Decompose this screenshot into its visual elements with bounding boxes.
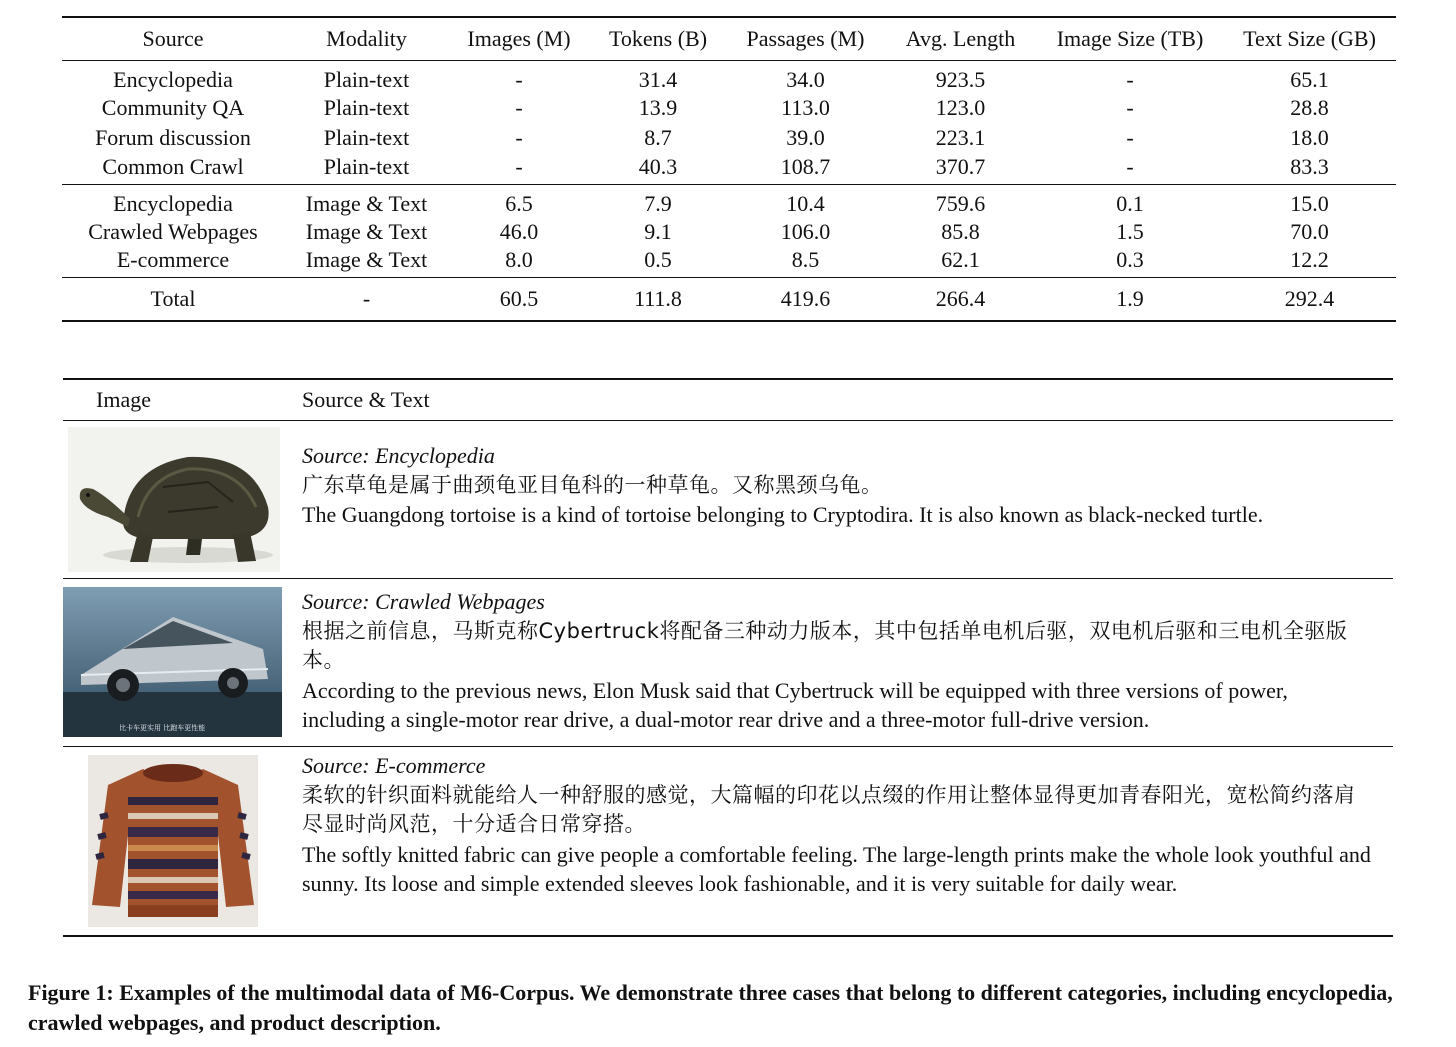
header-passages: Passages (M) [727, 17, 884, 60]
header-modality: Modality [284, 17, 449, 60]
table-cell: 62.1 [941, 247, 980, 272]
header-text-size: Text Size (GB) [1223, 17, 1396, 60]
example-text-encyclopedia [302, 441, 1373, 530]
table-cell: Total [62, 278, 284, 322]
table-cell: - [515, 153, 523, 179]
example-chinese-text: 柔软的针织面料就能给人一种舒服的感觉，大篇幅的印花以点缀的作用让整体显得更加青春阳光，宽松简约落肩尽显时尚风范，十分适合日常穿搭。 [302, 782, 1356, 836]
example-text-crawled-webpages [302, 587, 1373, 735]
example-english-text: The softly knitted fabric can give people a comfortable feeling. The large-length prints make the whole look youthful and sunny. Its loose and simple extended sleeves look fashionable, and it is very suitable for daily wear. [302, 841, 1371, 896]
table-cell: 8.0 [505, 247, 533, 272]
table-cell: 1.5 [1116, 218, 1144, 244]
table-row [62, 217, 1396, 248]
table-cell: 28.8 [1290, 94, 1329, 120]
table-cell: 8.5 [791, 247, 820, 272]
table-cell: 15.0 [1223, 184, 1396, 217]
total-group [62, 278, 1396, 322]
table-row [62, 184, 1396, 217]
table-cell: 83.3 [1290, 153, 1329, 179]
table-cell: Plain-text [323, 125, 410, 151]
table-cell: Common Crawl [102, 153, 244, 179]
example-english-text: According to the previous news, Elon Musk said that Cybertruck will be equipped with three versions of power, including a single-motor rear drive, a dual-motor rear drive and a three-motor full-drive version. [302, 677, 1288, 732]
sweater-image [88, 755, 258, 927]
table-cell: Plain-text [323, 153, 410, 179]
table-cell: Community QA [101, 94, 245, 120]
example-source-label: Source: Crawled Webpages [302, 589, 545, 614]
table-cell: 923.5 [935, 66, 986, 92]
image-text-group [62, 184, 1396, 278]
table-cell: 123.0 [935, 94, 986, 120]
table-cell: - [284, 278, 449, 322]
table-cell: - [515, 66, 523, 92]
table-cell: Forum discussion [95, 125, 251, 151]
table-cell: 6.5 [449, 184, 589, 217]
example-text-ecommerce [302, 751, 1373, 899]
cybertruck-image [63, 587, 282, 737]
table-cell: 65.1 [1290, 66, 1329, 92]
table-cell: 34.0 [786, 66, 825, 92]
table-cell: Image & Text [305, 247, 428, 272]
table-cell: 759.6 [884, 184, 1037, 217]
tortoise-image [68, 427, 280, 572]
table-cell: 0.5 [644, 247, 672, 272]
header-source-text: Source & Text [302, 387, 430, 412]
example-source-label: Source: E-commerce [302, 753, 486, 778]
table-cell: 40.3 [638, 153, 678, 179]
table-cell: 419.6 [727, 278, 884, 322]
figure-caption: Figure 1: Examples of the multimodal data of M6-Corpus. We demonstrate three cases that belong to different categories, including encyclopedia, crawled webpages, and product description. [28, 980, 1393, 1035]
table-cell: 266.4 [884, 278, 1037, 322]
table-cell: Encyclopedia [113, 66, 233, 92]
table-cell: 111.8 [589, 278, 727, 322]
table-cell: 7.9 [589, 184, 727, 217]
table-row [62, 154, 1396, 185]
table-cell: Image & Text [305, 218, 428, 244]
table-cell: 292.4 [1223, 278, 1396, 322]
table-cell: 10.4 [727, 184, 884, 217]
plain-text-group [62, 60, 1396, 184]
table-header-row [62, 17, 1396, 60]
table-cell: 85.8 [941, 218, 980, 244]
header-images: Images (M) [449, 17, 589, 60]
example-row-ecommerce [63, 747, 1393, 937]
header-tokens: Tokens (B) [589, 17, 727, 60]
example-chinese-text: 广东草龟是属于曲颈龟亚目龟科的一种草龟。又称黑颈乌龟。 [302, 472, 883, 497]
example-source-label: Source: Encyclopedia [302, 443, 495, 468]
table-row [62, 247, 1396, 278]
table-cell: Plain-text [323, 94, 410, 120]
table-cell: - [1126, 66, 1134, 92]
header-avg-length: Avg. Length [884, 17, 1037, 60]
table-row [62, 123, 1396, 154]
examples-table [63, 378, 1393, 937]
table-cell: - [515, 94, 523, 120]
example-row-crawled-webpages [63, 579, 1393, 747]
table-cell: 13.9 [638, 94, 678, 120]
table-cell: E-commerce [116, 247, 230, 272]
table-cell: - [515, 125, 523, 151]
total-row [62, 278, 1396, 322]
table-cell: 8.7 [644, 125, 672, 151]
table-cell: 9.1 [644, 218, 672, 244]
sweater-photo-icon [88, 755, 258, 927]
table-cell: 60.5 [449, 278, 589, 322]
table-cell: 39.0 [786, 125, 825, 151]
table-cell: 70.0 [1290, 218, 1329, 244]
table-cell: 12.2 [1290, 247, 1329, 272]
table-cell: - [1126, 94, 1134, 120]
table-cell: - [1126, 153, 1134, 179]
tortoise-photo-icon [68, 427, 280, 572]
example-english-text: The Guangdong tortoise is a kind of tortoise belonging to Cryptodira. It is also known as black-necked turtle. [302, 502, 1264, 527]
table-cell: Crawled Webpages [88, 218, 258, 244]
table-cell: 0.3 [1116, 247, 1144, 272]
table-cell: 46.0 [499, 218, 539, 244]
table-row [62, 93, 1396, 124]
table-cell: 1.9 [1037, 278, 1223, 322]
table-cell: 0.1 [1037, 184, 1223, 217]
header-source: Source [62, 17, 284, 60]
table-cell: - [1126, 125, 1134, 151]
table-cell: 18.0 [1290, 125, 1329, 151]
header-image-size: Image Size (TB) [1037, 17, 1223, 60]
example-row-encyclopedia [63, 421, 1393, 579]
table-cell: 108.7 [780, 153, 831, 179]
table-cell: 113.0 [781, 94, 830, 120]
table-row [62, 60, 1396, 93]
table-cell: 106.0 [780, 218, 831, 244]
table-cell: 370.7 [935, 153, 986, 179]
table-cell: Encyclopedia [62, 184, 284, 217]
examples-header-row [63, 378, 1393, 421]
example-chinese-text: 根据之前信息，马斯克称Cybertruck将配备三种动力版本，其中包括单电机后驱，双电机后驱和三电机全驱版本。 [302, 618, 1348, 672]
header-image: Image [96, 387, 151, 412]
image-overlay-text: 比卡车更实用 比跑车更性能 [119, 724, 206, 732]
table-cell: 223.1 [935, 125, 986, 151]
corpus-statistics-table [62, 16, 1396, 322]
table-cell: 31.4 [638, 66, 678, 92]
table-cell: Image & Text [284, 184, 449, 217]
cybertruck-photo-icon [63, 587, 282, 737]
table-cell: Plain-text [323, 66, 410, 92]
